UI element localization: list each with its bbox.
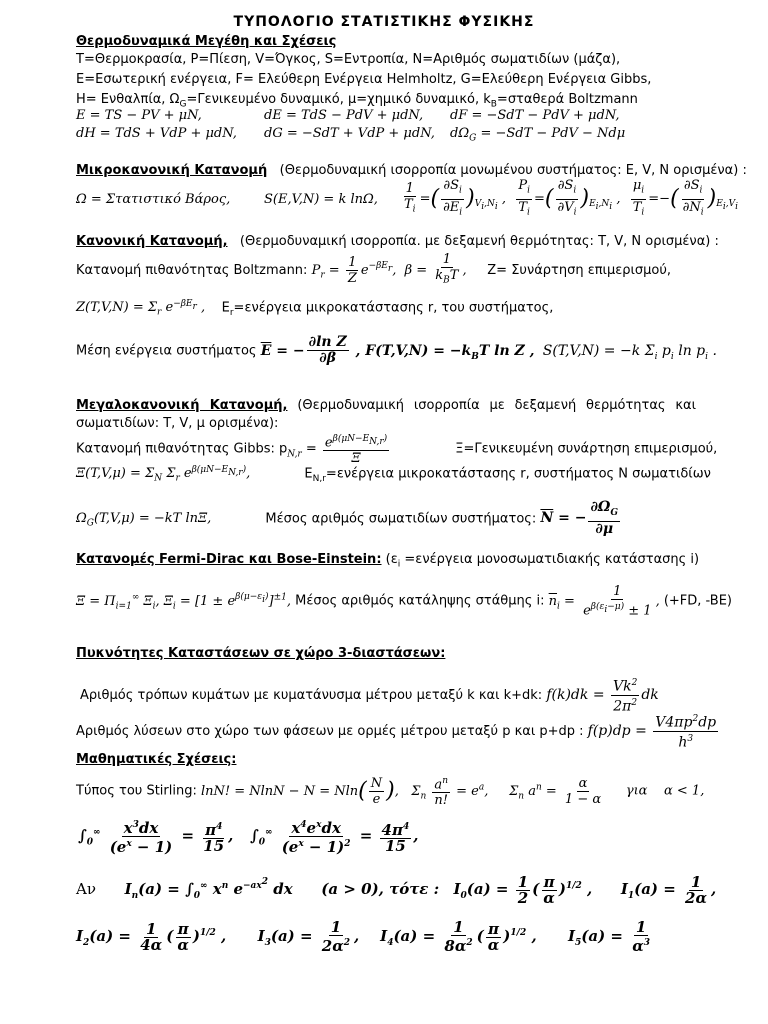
math-heading: Μαθηματικές Σχέσεις: xyxy=(76,752,237,767)
fd-occupation-line: $\Xi = \Pi_{i=1}^\infty$ $\Xi_i$, $\Xi_i = [1 \pm e^{\beta(\mu-\varepsilon_i)}]^{\pm 1}$, Μέσος αριθμός κατάληψης στάθμης i: $\overline{n}_i$ = $\frac{1}{e^{\beta(\varepsilon_i-\mu)} \pm 1}$ , (+FD, -BE) xyxy=(76,584,732,619)
dos-p-line: Αριθμός λύσεων στο χώρο των φάσεων με ορμές μέτρου μεταξύ p και p+dp : f(p)dp = $\frac{V4\pi p^2dp}{h^3}$ xyxy=(76,714,717,751)
thermo-definitions-3: H= Ενθαλπία, $\Omega_G=\Gamma\varepsilon\nu\iota\kappa\varepsilon\upsilon\mu έ\nu o$ δυναμικό, μ=χημικό δυναμικό, $k_B=\sigma\tau\alpha\theta\varepsilon\rho ά$ Boltzmann xyxy=(76,92,638,110)
eq-de: dE = TdS − PdV + μdN, xyxy=(264,108,424,123)
canon-heading-line: Κανονική Κατανομή, (Θερμοδυναμική ισορροπία. με δεξαμενή θερμότητας: T, V, N ορισμένα) : xyxy=(76,234,719,249)
eq-df: dF = −SdT − PdV + μdN, xyxy=(450,108,620,123)
fd-heading-line: Κατανομές Fermi-Dirac και Bose-Einstein: ($\varepsilon_i =\varepsilon\nu έ\rho\gamma\varepsilon\iota\alpha$ μονοσωματιδιακής κατάστασης i) xyxy=(76,552,700,570)
eq-energy: E = TS − PV + μN, xyxy=(76,108,202,123)
grand-heading-line: Μεγαλοκανονική Κατανομή, (Θερμοδυναμική ισορροπία με δεξαμενή θερμότητας και xyxy=(76,398,697,413)
grand-gibbs-line: Κατανομή πιθανότητας Gibbs: $p_{N,r}$ = $\frac{e^{\beta(\mu N-E_{N,r})}}{\Xi}$ Ξ=Γενικευμένη συνάρτηση επιμερισμού, xyxy=(76,434,718,467)
page-title: ΤΥΠΟΛΟΓΙΟ ΣΤΑΤΙΣΤΙΚΗΣ ΦΥΣΙΚΗΣ xyxy=(233,14,535,30)
math-stirling-line: Τύπος του Stirling: lnN! = NlnN − N = Nln( $\frac{N}{e}$ ), $\Sigma_n$ $\frac{a^n}{n!}$ = $e^a$, $\Sigma_n$ $a^n$ = $\frac{\alpha}{1 - \alpha}$ για α < 1, xyxy=(76,775,705,809)
integral-bose-3: $\int_0^\infty$ $\frac{x^3dx}{(e^x - 1)}$ = $\frac{\pi^4}{15}$ , xyxy=(78,819,234,856)
dos-heading: Πυκνότητες Καταστάσεων σε χώρο 3-διαστάσεων: xyxy=(76,646,446,661)
thermo-heading: Θερμοδυναμικά Μεγέθη και Σχέσεις xyxy=(76,34,337,49)
canon-partition-line: $Z(T,V,N) = \Sigma_r$ $e^{-\beta E_r}$ , $E_r=\varepsilon\nu έ\rho\gamma\varepsilon\iota\alpha$ μικροκατάστασης r, του συστήματος, xyxy=(76,299,554,318)
grand-xi-line: $\Xi(T,V,\mu) = \Sigma_N$ $\Sigma_r$ $e^{\beta(\mu N-E_{N,r})}$, $E_{N,r}=\varepsilon\nu έ\rho\gamma\varepsilon\iota\alpha$ μικροκατάστασης r, συστήματος N σωματιδίων xyxy=(76,465,711,484)
eq-domega: $d\Omega_G = -SdT$ − PdV − Ndμ xyxy=(450,126,626,144)
micro-heading-line: Μικροκανονική Κατανομή (Θερμοδυναμική ισορροπία μονωμένου συστήματος: E, V, N ορισμένα) : xyxy=(76,163,747,178)
gaussian-integral-line: Αν $I_n(a) = \int_0^\infty$ $x^n$ $e^{-ax^2}$ dx (a > 0), τότε : $I_0(a)$ = $\frac{1}{2}$ ( $\frac{\pi}{\alpha}$ )$^{1/2}$ , $I_1(a)$ = $\frac{1}{2\alpha}$ , xyxy=(76,872,717,907)
grand-desc-2: σωματιδίων: T, V, μ ορισμένα): xyxy=(76,416,279,431)
integral-bose-4: $\int_0^\infty$ $\frac{x^4e^xdx}{(e^x - 1)^2}$ = $\frac{4\pi^4}{15}$ , xyxy=(250,819,419,856)
thermo-definitions-2: E=Εσωτερική ενέργεια, F= Ελεύθερη Ενέργεια Helmholtz, G=Ελεύθερη Ενέργεια Gibbs, xyxy=(76,72,652,87)
eq-dg: dG = −SdT + VdP + μdN, xyxy=(264,126,435,141)
eq-micro-derivatives: $\frac{1}{T_i}$ =( $\frac{\partial S_i}{\partial E_i}$ )$_{V_i,N_i}$ , $\frac{P_i}{T_i}$ =( $\frac{\partial S_i}{\partial V_i}$ )$_{E_i,N_i}$ , $\frac{\mu_i}{T_i}$ =−( $\frac{\partial S_i}{\partial N_i}$ )$_{E_i,V_i}$ xyxy=(404,178,738,218)
grand-omega-line: $\Omega_G(T,V,\mu) = -kT$ lnΞ, Μέσος αριθμός σωματιδίων συστήματος: $\overline{N}$ = − $\frac{\partial\Omega_G}{\partial\mu}$ xyxy=(76,499,619,537)
eq-dh: dH = TdS + VdP + μdN, xyxy=(76,126,237,141)
canon-boltzmann-line: Κατανομή πιθανότητας Boltzmann: $P_r$ = $\frac{1}{Z}$ $e^{-\beta E_r}$, β = $\frac{1}{k_BT}$ , Z= Συνάρτηση επιμερισμού, xyxy=(76,252,672,286)
gaussian-integral-values: $I_2(a)$ = $\frac{1}{4\alpha}$ ( $\frac{\pi}{\alpha}$ )$^{1/2}$ , $I_3(a)$ = $\frac{1}{2\alpha^2}$ , $I_4(a)$ = $\frac{1}{8\alpha^2}$ ( $\frac{\pi}{\alpha}$ )$^{1/2}$ , $I_5(a)$ = $\frac{1}{\alpha^3}$ xyxy=(76,918,651,955)
thermo-definitions-1: T=Θερμοκρασία, P=Πίεση, V=Όγκος, S=Εντροπία, N=Αριθμός σωματιδίων (μάζα), xyxy=(76,52,621,67)
dos-k-line: Αριθμός τρόπων κυμάτων με κυματάνυσμα μέτρου μεταξύ k και k+dk: f(k)dk = $\frac{Vk^2}{2\pi^2}$ dk xyxy=(80,678,659,715)
eq-boltzmann-entropy: S(E,V,N) = k lnΩ, xyxy=(264,192,378,207)
canon-mean-energy-line: Μέση ενέργεια συστήματος $\overline{E}$ = − $\frac{\text{∂ln Z}}{\partial\beta}$ , $F(T,V,N) = -k_BT$ ln Z , S(T,V,N) = −k $\Sigma_i$ $p_i$ $\ln p_i$ . xyxy=(76,334,717,366)
eq-statistical-weight: Ω = Στατιστικό Βάρος, xyxy=(76,192,231,207)
